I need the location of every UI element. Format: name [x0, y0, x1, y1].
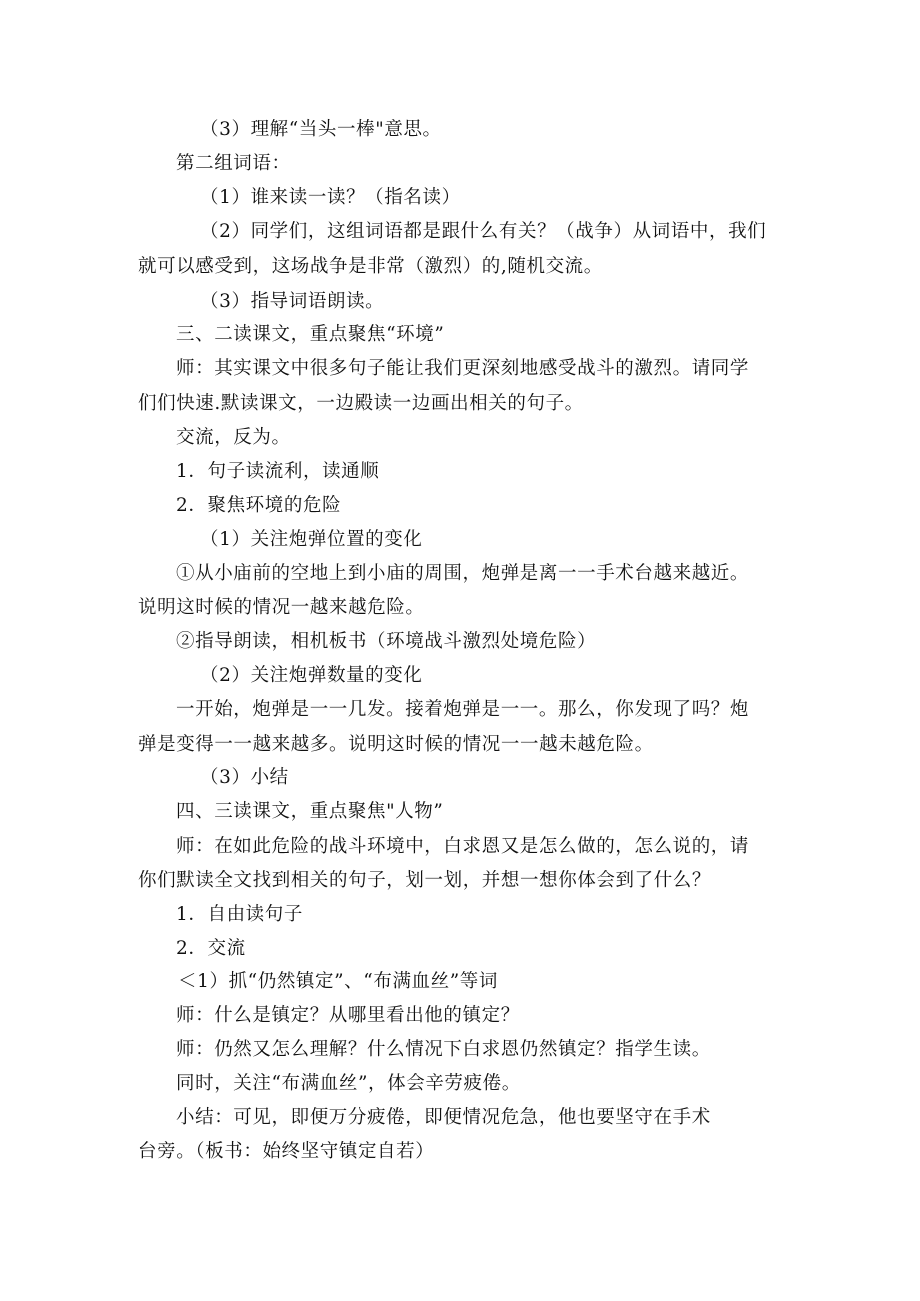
text-line: 同时，关注“布满血丝”，体会辛劳疲倦。 [176, 1073, 521, 1094]
text-line: 1．句子读流利，读通顺 [176, 461, 380, 482]
text-line: ＜1）抓“仍然镇定”、“布满血丝”等词 [178, 971, 499, 992]
text-line: 说明这时候的情况一越来越危险。 [138, 597, 425, 618]
text-line: 一开始，炮弹是一一几发。接着炮弹是一一。那么，你发现了吗？炮 [176, 699, 750, 720]
text-line: 2．聚焦环境的危险 [176, 495, 342, 516]
text-line: 们们快速.默读课文，一边殿读一边画出相关的句子。 [138, 393, 584, 414]
text-line: 1．自由读句子 [176, 904, 303, 925]
text-line: （1）关注炮弹位置的变化 [200, 529, 423, 550]
text-line: 第二组词语： [176, 153, 291, 174]
section-heading: 三、二读课文，重点聚焦“环境” [176, 324, 445, 345]
text-line: 台旁。（板书：始终坚守镇定自若） [138, 1141, 435, 1162]
text-line: 交流，反为。 [176, 427, 291, 448]
text-line: （1）谁来读一读？（指名读） [200, 187, 461, 208]
text-line: 你们默读全文找到相关的句子，划一划，并想一想你体会到了什么？ [138, 870, 712, 891]
text-line: 师：在如此危险的战斗环境中，白求恩又是怎么做的，怎么说的，请 [176, 836, 750, 857]
text-line: （3）小结 [200, 767, 289, 788]
text-line: 师：什么是镇定？从哪里看出他的镇定？ [176, 1005, 520, 1026]
text-line: 弹是变得一一越来越多。说明这时候的情况一一越未越危险。 [138, 734, 654, 755]
text-line: ①从小庙前的空地上到小庙的周围，炮弹是离一一手术台越来越近。 [176, 563, 750, 584]
text-line: 2．交流 [176, 938, 246, 959]
text-line: 小结：可见，即便万分疲倦，即便情况危急，他也要坚守在手术 [176, 1107, 711, 1128]
text-line: ②指导朗读，相机板书（环境战斗激烈处境危险） [176, 631, 597, 652]
section-heading: 四、三读课文，重点聚焦"人物” [176, 801, 444, 822]
text-line: （2）同学们，这组词语都是跟什么有关？（战争）从词语中，我们 [200, 221, 767, 242]
text-line: 师：其实课文中很多句子能让我们更深刻地感受战斗的激烈。请同学 [176, 358, 750, 379]
text-line: 就可以感受到，这场战争是非常（激烈）的,随机交流。 [138, 256, 603, 277]
text-line: 师：仍然又怎么理解？什么情况下白求恩仍然镇定？指学生读。 [176, 1039, 711, 1060]
text-line: （3）指导词语朗读。 [200, 291, 385, 312]
text-line: （2）关注炮弹数量的变化 [200, 665, 423, 686]
text-line: （3）理解“当头一棒"意思。 [200, 119, 442, 140]
